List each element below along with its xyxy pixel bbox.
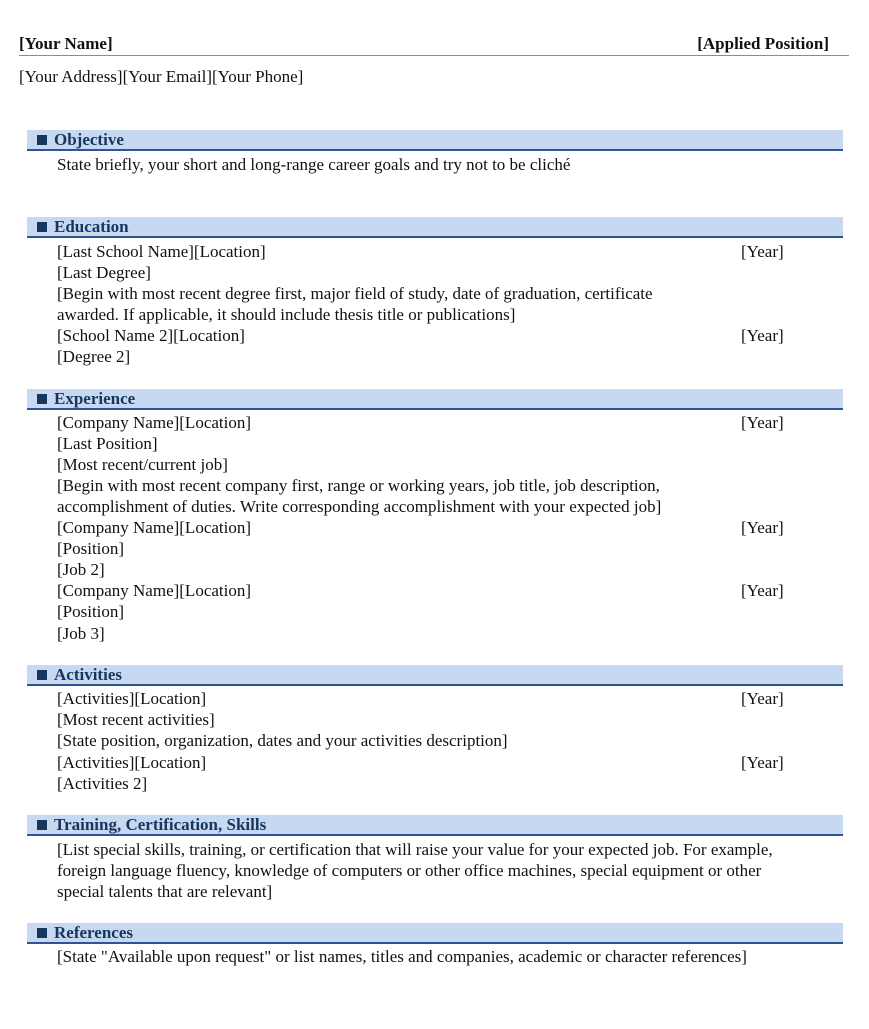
experience-job-1: [Most recent/current job] xyxy=(57,455,228,474)
section-title: Training, Certification, Skills xyxy=(54,815,267,834)
experience-job-2: [Job 2] xyxy=(57,560,105,579)
education-school-2: [School Name 2][Location] xyxy=(57,326,245,345)
experience-year-3: [Year] xyxy=(741,581,784,600)
activities-item-1: [Activities][Location] xyxy=(57,689,207,708)
training-line-2: foreign language fluency, knowledge of computers or other office machines, special equipment or other xyxy=(57,861,762,880)
experience-year-1: [Year] xyxy=(741,413,784,432)
education-desc-line-1: [Begin with most recent degree first, major field of study, date of graduation, certificate xyxy=(57,284,653,303)
activities-item-2-label: [Activities 2] xyxy=(57,774,148,793)
training-line-1: [List special skills, training, or certification that will raise your value for your expected job. For example, xyxy=(57,840,773,859)
experience-position-2: [Position] xyxy=(57,539,125,558)
section-header-education xyxy=(27,217,843,238)
education-school-1: [Last School Name][Location] xyxy=(57,242,266,261)
contact-info: [Your Address][Your Email][Your Phone] xyxy=(19,67,304,86)
section-title: Objective xyxy=(54,130,124,149)
square-bullet-icon xyxy=(37,820,47,830)
square-bullet-icon xyxy=(37,222,47,232)
section-title: Activities xyxy=(54,665,122,684)
education-year-2: [Year] xyxy=(741,326,784,345)
education-year-1: [Year] xyxy=(741,242,784,261)
applied-position: [Applied Position] xyxy=(697,34,829,53)
experience-company-1: [Company Name][Location] xyxy=(57,413,252,432)
square-bullet-icon xyxy=(37,928,47,938)
education-degree-1: [Last Degree] xyxy=(57,263,151,282)
section-header-objective xyxy=(27,130,843,151)
header-row xyxy=(19,34,849,56)
your-name: [Your Name] xyxy=(19,34,113,53)
section-title: Experience xyxy=(54,389,136,408)
experience-company-3: [Company Name][Location] xyxy=(57,581,252,600)
square-bullet-icon xyxy=(37,394,47,404)
experience-company-2: [Company Name][Location] xyxy=(57,518,252,537)
section-header-references xyxy=(27,923,843,944)
section-title: References xyxy=(54,923,133,942)
square-bullet-icon xyxy=(37,670,47,680)
section-header-activities xyxy=(27,665,843,686)
activities-year-2: [Year] xyxy=(741,753,784,772)
section-header-training xyxy=(27,815,843,836)
experience-desc-line-1: [Begin with most recent company first, range or working years, job title, job description, xyxy=(57,476,660,495)
education-desc-line-2: awarded. If applicable, it should include thesis title or publications] xyxy=(57,305,516,324)
education-degree-2: [Degree 2] xyxy=(57,347,131,366)
objective-text: State briefly, your short and long-range career goals and try not to be cliché xyxy=(57,155,571,174)
section-title: Education xyxy=(54,217,129,236)
activities-item-2: [Activities][Location] xyxy=(57,753,207,772)
square-bullet-icon xyxy=(37,135,47,145)
experience-year-2: [Year] xyxy=(741,518,784,537)
activities-year-1: [Year] xyxy=(741,689,784,708)
training-line-3: special talents that are relevant] xyxy=(57,882,273,901)
references-text: [State "Available upon request" or list names, titles and companies, academic or character references] xyxy=(57,947,747,966)
experience-position-3: [Position] xyxy=(57,602,125,621)
activities-desc: [State position, organization, dates and your activities description] xyxy=(57,731,508,750)
activities-recent: [Most recent activities] xyxy=(57,710,215,729)
section-header-experience xyxy=(27,389,843,410)
experience-position-1: [Last Position] xyxy=(57,434,158,453)
experience-job-3: [Job 3] xyxy=(57,624,105,643)
experience-desc-line-2: accomplishment of duties. Write corresponding accomplishment with your expected job] xyxy=(57,497,662,516)
